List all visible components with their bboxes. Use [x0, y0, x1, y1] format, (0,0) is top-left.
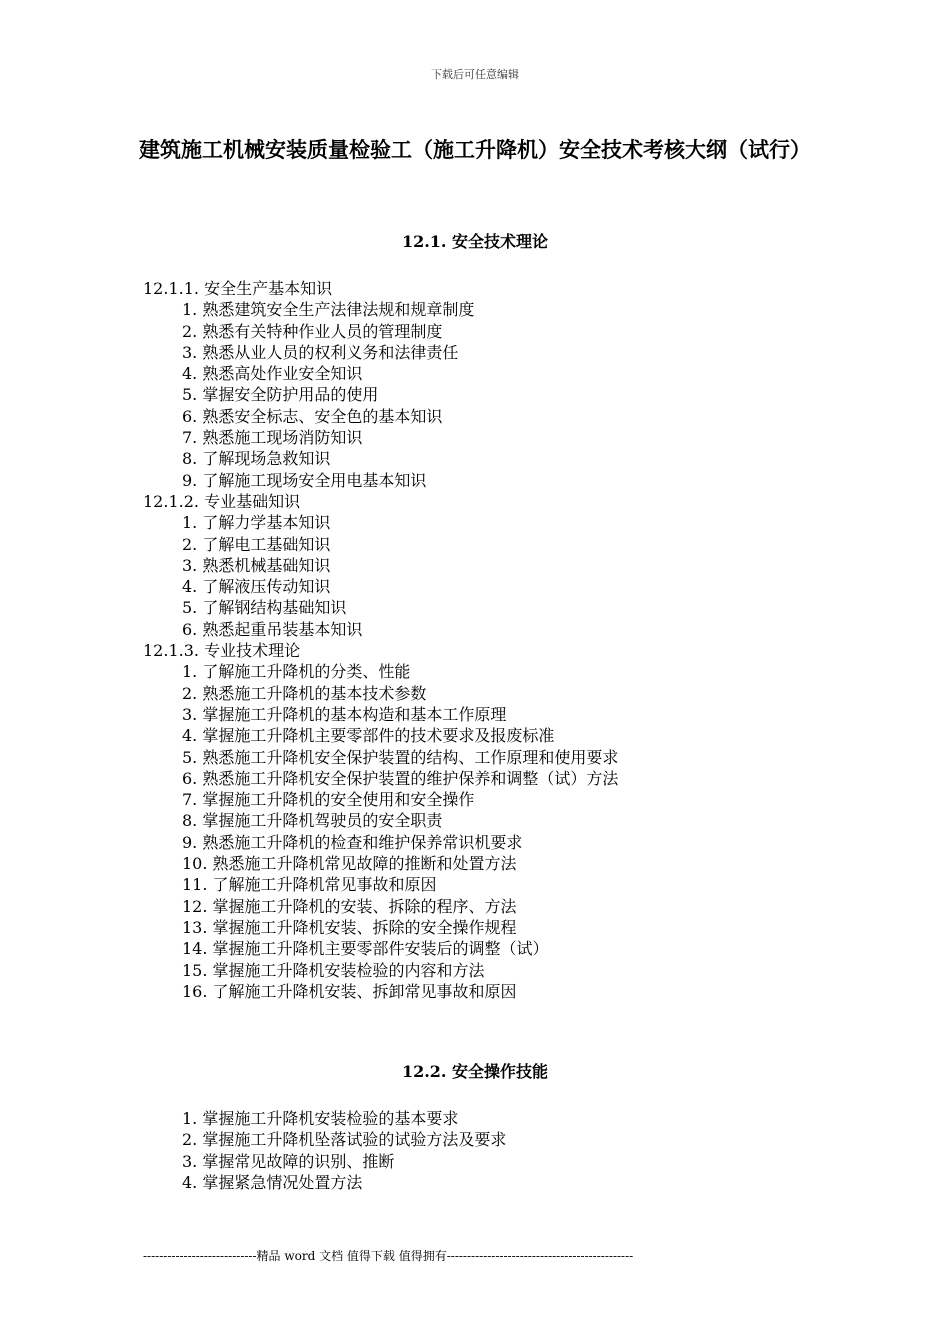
list-item: 13. 掌握施工升降机安装、拆除的安全操作规程 [182, 917, 517, 937]
list-item: 3. 熟悉从业人员的权利义务和法律责任 [182, 342, 459, 362]
list-item: 4. 熟悉高处作业安全知识 [182, 364, 363, 384]
list-item: 4. 掌握施工升降机主要零部件的技术要求及报废标准 [182, 726, 555, 746]
list-item: 5. 了解钢结构基础知识 [182, 598, 347, 618]
header-note: 下载后可任意编辑 [431, 68, 519, 81]
list-item: 7. 熟悉施工现场消防知识 [182, 428, 363, 448]
list-item: 3. 掌握施工升降机的基本构造和基本工作原理 [182, 704, 507, 724]
list-item: 6. 熟悉施工升降机安全保护装置的维护保养和调整（试）方法 [182, 768, 619, 788]
list-item: 16. 了解施工升降机安装、拆卸常见事故和原因 [182, 981, 517, 1001]
list-item: 1. 了解力学基本知识 [182, 513, 331, 533]
operation-skills-list [143, 1108, 863, 1193]
list-item: 8. 了解现场急救知识 [182, 449, 331, 469]
list-item: 2. 了解电工基础知识 [182, 534, 331, 554]
list-item: 15. 掌握施工升降机安装检验的内容和方法 [182, 960, 485, 980]
list-item: 6. 熟悉起重吊装基本知识 [182, 619, 363, 639]
list-item: 11. 了解施工升降机常见事故和原因 [182, 875, 437, 895]
document-title: 建筑施工机械安装质量检验工（施工升降机）安全技术考核大纲（试行） [139, 137, 811, 162]
list-item: 2. 熟悉施工升降机的基本技术参数 [182, 683, 427, 703]
footer-note: ----------------------------精品 word 文档 值得下载 值得拥有---------------------------------------------- [143, 1249, 634, 1263]
list-item: 9. 了解施工现场安全用电基本知识 [182, 470, 427, 490]
list-item: 5. 掌握安全防护用品的使用 [182, 385, 379, 405]
subsection-title: 12.1.1. 安全生产基本知识 [143, 279, 333, 298]
section-heading-safety-theory: 12.1. 安全技术理论 [401, 232, 549, 251]
section-heading-operation-skills: 12.2. 安全操作技能 [401, 1062, 549, 1081]
safety-theory-outline [143, 278, 863, 1002]
list-item: 4. 掌握紧急情况处置方法 [182, 1172, 363, 1192]
list-item: 5. 熟悉施工升降机安全保护装置的结构、工作原理和使用要求 [182, 747, 619, 767]
list-item: 12. 掌握施工升降机的安装、拆除的程序、方法 [182, 896, 517, 916]
list-item: 3. 熟悉机械基础知识 [182, 555, 331, 575]
list-item: 2. 熟悉有关特种作业人员的管理制度 [182, 321, 443, 341]
list-item: 6. 熟悉安全标志、安全色的基本知识 [182, 406, 443, 426]
list-item: 9. 熟悉施工升降机的检查和维护保养常识机要求 [182, 832, 523, 852]
list-item: 4. 了解液压传动知识 [182, 577, 331, 597]
subsection-title: 12.1.3. 专业技术理论 [143, 641, 301, 661]
list-item: 10. 熟悉施工升降机常见故障的推断和处置方法 [182, 854, 517, 874]
list-item: 1. 熟悉建筑安全生产法律法规和规章制度 [182, 300, 475, 320]
list-item: 8. 掌握施工升降机驾驶员的安全职责 [182, 811, 443, 831]
list-item: 7. 掌握施工升降机的安全使用和安全操作 [182, 790, 475, 810]
subsection-title: 12.1.2. 专业基础知识 [143, 491, 301, 511]
list-item: 14. 掌握施工升降机主要零部件安装后的调整（试） [182, 939, 549, 959]
list-item: 2. 掌握施工升降机坠落试验的试验方法及要求 [182, 1130, 507, 1150]
list-item: 1. 掌握施工升降机安装检验的基本要求 [182, 1109, 459, 1128]
list-item: 1. 了解施工升降机的分类、性能 [182, 662, 411, 682]
list-item: 3. 掌握常见故障的识别、推断 [182, 1151, 395, 1171]
